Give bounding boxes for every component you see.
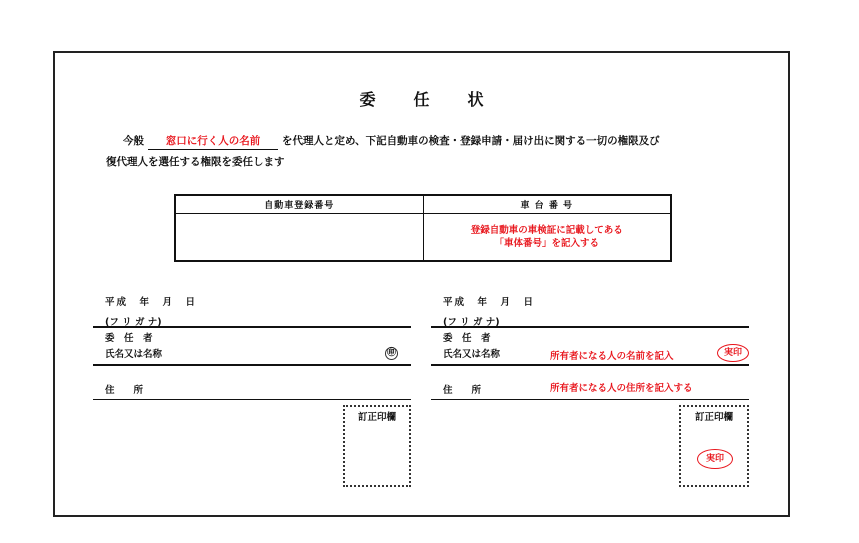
left-name-line[interactable] xyxy=(93,364,411,366)
left-delegator-label: 委 任 者 xyxy=(105,333,153,344)
left-furigana-line xyxy=(93,326,411,328)
left-date-label: 平成 年 月 日 xyxy=(105,297,198,308)
chassis-note-line-2: 「車体番号」を記入する xyxy=(494,238,599,249)
intro-line-1-rest: を代理人と定め、下記自動車の検査・登録申請・届け出に関する一切の権限及び xyxy=(282,135,660,147)
right-name-label: 氏名又は名称 xyxy=(443,349,501,360)
left-name-label: 氏名又は名称 xyxy=(105,349,163,360)
right-delegator-label: 委 任 者 xyxy=(443,333,491,344)
right-name-line xyxy=(431,364,749,366)
agent-name-field[interactable]: 窓口に行く人の名前 xyxy=(148,133,278,150)
right-address-line xyxy=(431,399,749,400)
right-furigana-line xyxy=(431,326,749,328)
registration-number-cell[interactable] xyxy=(175,214,423,262)
right-correction-seal-box[interactable] xyxy=(679,405,749,487)
right-date-label: 平成 年 月 日 xyxy=(443,297,536,308)
intro-line-1 xyxy=(123,133,660,150)
chassis-number-cell[interactable] xyxy=(423,214,671,262)
right-name-value[interactable]: 所有者になる人の名前を記入 xyxy=(550,351,674,362)
right-address-label: 住 所 xyxy=(443,385,482,396)
document-frame xyxy=(53,51,790,517)
left-seal-mark: ㊞ xyxy=(386,348,396,358)
registration-number-header: 自動車登録番号 xyxy=(175,195,423,214)
right-furigana-label: (フ リ ガ ナ) xyxy=(443,317,500,328)
chassis-note-line-1: 登録自動車の車検証に記載してある xyxy=(470,225,623,236)
left-furigana-label: (フ リ ガ ナ) xyxy=(105,317,162,328)
intro-line-2: 復代理人を選任する権限を委任します xyxy=(106,156,285,168)
chassis-number-header: 車 台 番 号 xyxy=(423,195,671,214)
left-correction-label: 訂正印欄 xyxy=(357,412,396,423)
right-correction-jitsuin-icon: 実印 xyxy=(697,449,733,469)
right-correction-label: 訂正印欄 xyxy=(694,412,733,423)
left-address-line[interactable] xyxy=(93,399,411,400)
vehicle-table xyxy=(174,194,672,262)
left-address-label: 住 所 xyxy=(105,385,144,396)
document-title: 委任状 xyxy=(359,90,522,109)
right-jitsuin-seal-icon: 実印 xyxy=(717,344,749,362)
right-address-value[interactable]: 所有者になる人の住所を記入する xyxy=(550,383,693,394)
left-correction-seal-box[interactable] xyxy=(343,405,411,487)
intro-prefix: 今般 xyxy=(123,135,144,147)
